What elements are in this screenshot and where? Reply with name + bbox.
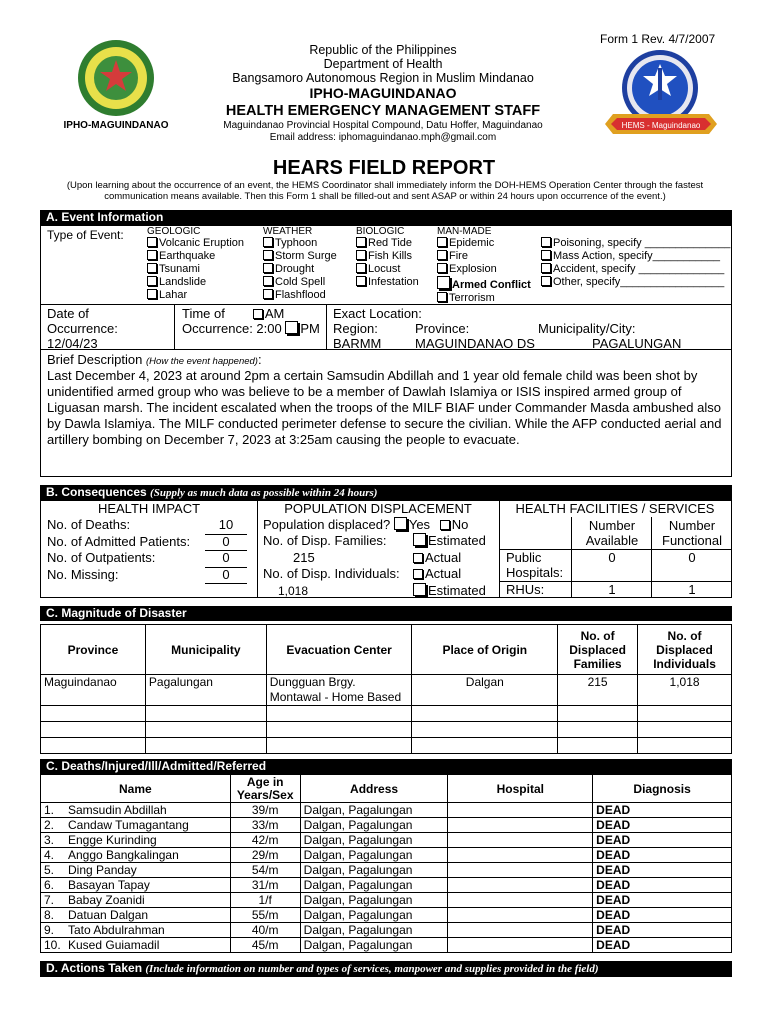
region: Region: BARMM [333,321,382,351]
brief-description-box [40,349,732,477]
date-value: 12/04/23 [47,336,98,351]
header-line-3: Bangsamoro Autonomous Region in Muslim Mindanao [232,71,534,85]
magnitude-table [40,624,732,754]
header-line-5: HEALTH EMERGENCY MANAGEMENT STAFF [225,103,541,119]
manmade-column: MAN-MADE Epidemic Fire Explosion Armed Conflict Terrorism [437,226,531,304]
cb-red-tide[interactable]: Red Tide [356,237,419,250]
table-row: 6. Basayan Tapay 31/m Dalgan, Pagalungan DEAD [41,878,732,893]
report-title: HEARS FIELD REPORT [272,157,496,179]
table-row-empty [41,738,732,754]
header-line-1: Republic of the Philippines [309,43,457,57]
hems-logo [605,48,725,145]
cb-poisoning[interactable]: Poisoning, specify ______________ [541,237,730,250]
region-value: BARMM [333,336,382,351]
public-hospitals-functional: 0 [688,550,696,565]
form-number: Form 1 Rev. 4/7/2007 [600,32,716,46]
table-row: 10. Kused Guiamadil 45/m Dalgan, Pagalungan DEAD [41,938,732,953]
deaths-header-row: Name Age in Years/Sex Address Hospital Diagnosis [41,775,732,803]
cb-terrorism[interactable]: Terrorism [437,292,531,305]
rhus-available: 1 [608,582,616,597]
weather-column: WEATHER Typhoon Storm Surge Drought Cold Spell Flashflood [263,226,337,301]
cb-volcanic[interactable]: Volcanic Eruption [147,237,244,250]
type-of-event-label: Type of Event: [47,228,124,242]
cb-pm[interactable] [285,321,298,334]
missing-value: 0 [205,567,247,585]
date-location-box [40,304,732,350]
brief-description-label: Brief Description (How the event happened): [47,352,262,367]
table-row: 3. Engge Kurinding 42/m Dalgan, Pagalungan DEAD [41,833,732,848]
ipho-seal-logo [76,38,156,123]
cb-flashflood[interactable]: Flashflood [263,289,337,302]
exact-location: Exact Location: [333,306,422,321]
province-value: MAGUINDANAO DS [415,336,535,351]
table-row: 2. Candaw Tumagantang 33/m Dalgan, Pagalungan DEAD [41,818,732,833]
disp-individuals: No. of Disp. Individuals: 1,018 [263,566,400,598]
cb-fire[interactable]: Fire [437,250,531,263]
deaths-table [40,774,732,953]
header-email: Email address: iphomaguindanao.mph@gmail.com [269,132,497,143]
pop-displaced-question: Population displaced? Yes No [263,517,469,532]
table-row: 9. Tato Abdulrahman 40/m Dalgan, Pagalungan DEAD [41,923,732,938]
families-value: 215 [293,549,315,565]
table-row: 7. Babay Zoanidi 1/f Dalgan, Pagalungan DEAD [41,893,732,908]
svg-text:HEMS - Maguindanao: HEMS - Maguindanao [621,121,701,130]
magnitude-header-row: Province Municipality Evacuation Center Place of Origin No. of Displaced Families No. of Displaced Individuals [41,625,732,675]
cb-landslide[interactable]: Landslide [147,276,244,289]
rhus-label: RHUs: [506,582,545,597]
time-of-occurrence: Time of AM Occurrence: 2:00 PM [182,306,320,336]
number-available-head: Number Available [585,518,639,548]
outpatients-value: 0 [205,550,247,568]
cb-storm-surge[interactable]: Storm Surge [263,250,337,263]
cb-fish-kills[interactable]: Fish Kills [356,250,419,263]
cb-explosion[interactable]: Explosion [437,263,531,276]
cb-tsunami[interactable]: Tsunami [147,263,244,276]
consequences-box [40,500,732,598]
table-row: 1. Samsudin Abdillah 39/m Dalgan, Pagalungan DEAD [41,803,732,818]
table-row-empty [41,722,732,738]
table-row: 4. Anggo Bangkalingan 29/m Dalgan, Pagalungan DEAD [41,848,732,863]
rhus-functional: 1 [688,582,696,597]
brief-description-text: Last December 4, 2023 at around 2pm a certain Samsudin Abdillah and 1 year old female child was been shot by unidentified armed group who was believe to be a member of Dawlah Islamiya or ISIS inspired armed group of Liguasan marsh. The incident escalated when the troops of the MILF BIAF under Commander Masda ambushed also by Dawla Islamiya. The MILF conducted perimeter defense to secure the civilian. While the AFP conducted aerial and artillery bombing on December 7, 2023 at 3:25am causing the people to evacuate. [47,368,722,447]
admitted-value: 0 [205,534,247,552]
cb-families-actual[interactable]: Actual [413,550,486,567]
deaths-value: 10 [205,517,247,535]
table-row: 8. Datuan Dalgan 55/m Dalgan, Pagalungan DEAD [41,908,732,923]
other-column [541,237,730,289]
cb-other[interactable]: Other, specify_________________ [541,276,730,289]
letterhead [160,43,606,144]
section-a-bar: A. Event Information [40,210,732,225]
section-c-bar: C. Magnitude of Disaster [40,606,732,621]
header-line-4: IPHO-MAGUINDANAO [309,85,457,101]
pop-displacement-head: POPULATION DISPLACEMENT [284,501,472,516]
cb-earthquake[interactable]: Earthquake [147,250,244,263]
cb-yes[interactable] [394,517,407,530]
date-of-occurrence: Date of Occurrence: 12/04/23 [47,306,118,351]
province: Province: MAGUINDANAO DS [415,321,535,351]
type-of-event-box [40,225,732,305]
cb-typhoon[interactable]: Typhoon [263,237,337,250]
municipality-value: PAGALUNGAN [592,336,682,351]
cb-accident[interactable]: Accident, specify ______________ [541,263,730,276]
table-row: 5. Ding Panday 54/m Dalgan, Pagalungan DEAD [41,863,732,878]
report-instructions: (Upon learning about the occurrence of an event, the HEMS Coordinator shall immediately inform the DOH-HEMS Operation Center through the fastest communication means available. Then this Form 1 shall be filled-out and sent ASAP or within 24 hours upon occurrence of the event.) [66,180,704,202]
geologic-column: GEOLOGIC Volcanic Eruption Earthquake Tsunami Landslide Lahar [147,226,244,301]
cb-no[interactable] [440,520,450,530]
cb-locust[interactable]: Locust [356,263,419,276]
header-address: Maguindanao Provincial Hospital Compound, Datu Hoffer, Maguindanao [223,120,543,131]
estimation-checks [413,533,486,599]
cb-armed-conflict[interactable]: Armed Conflict [437,276,531,292]
municipality: Municipality/City: PAGALUNGAN [538,321,682,351]
cb-families-estimated[interactable]: Estimated [413,533,486,550]
cb-mass-action[interactable]: Mass Action, specify___________ [541,250,730,263]
public-hospitals-label: Public Hospitals: [506,550,564,580]
public-hospitals-available: 0 [608,550,616,565]
health-impact-head: HEALTH IMPACT [97,501,201,516]
section-b-bar: B. Consequences (Supply as much data as possible within 24 hours) [40,485,732,500]
section-d-bar: D. Actions Taken (Include information on number and types of services, manpower and supplies provided in the field) [40,961,732,976]
cb-drought[interactable]: Drought [263,263,337,276]
cb-epidemic[interactable]: Epidemic [437,237,531,250]
cb-lahar[interactable]: Lahar [147,289,244,302]
cb-cold-spell[interactable]: Cold Spell [263,276,337,289]
logo-caption: IPHO-MAGUINDANAO [63,120,169,131]
cb-infestation[interactable]: Infestation [356,276,419,289]
number-functional-head: Number Functional [662,518,722,548]
cb-individuals-actual[interactable]: Actual [413,566,486,583]
section-deaths-bar: C. Deaths/Injured/Ill/Admitted/Referred [40,759,732,774]
table-row-empty [41,706,732,722]
individuals-value: 1,018 [278,583,309,598]
health-impact-list: No. of Deaths: 10 No. of Admitted Patients: 0 No. of Outpatients: 0 No. Missing: 0 [47,517,247,583]
cb-am[interactable] [253,309,263,319]
biologic-column: BIOLOGIC Red Tide Fish Kills Locust Infestation [356,226,419,288]
health-facilities-head: HEALTH FACILITIES / SERVICES [515,501,715,516]
header-line-2: Department of Health [323,57,443,71]
disp-families: No. of Disp. Families: 215 [263,533,387,565]
table-row: Maguindanao Pagalungan Dungguan Brgy. Montawal - Home Based Dalgan 215 1,018 [41,675,732,706]
cb-individuals-estimated[interactable]: Estimated [413,583,486,600]
